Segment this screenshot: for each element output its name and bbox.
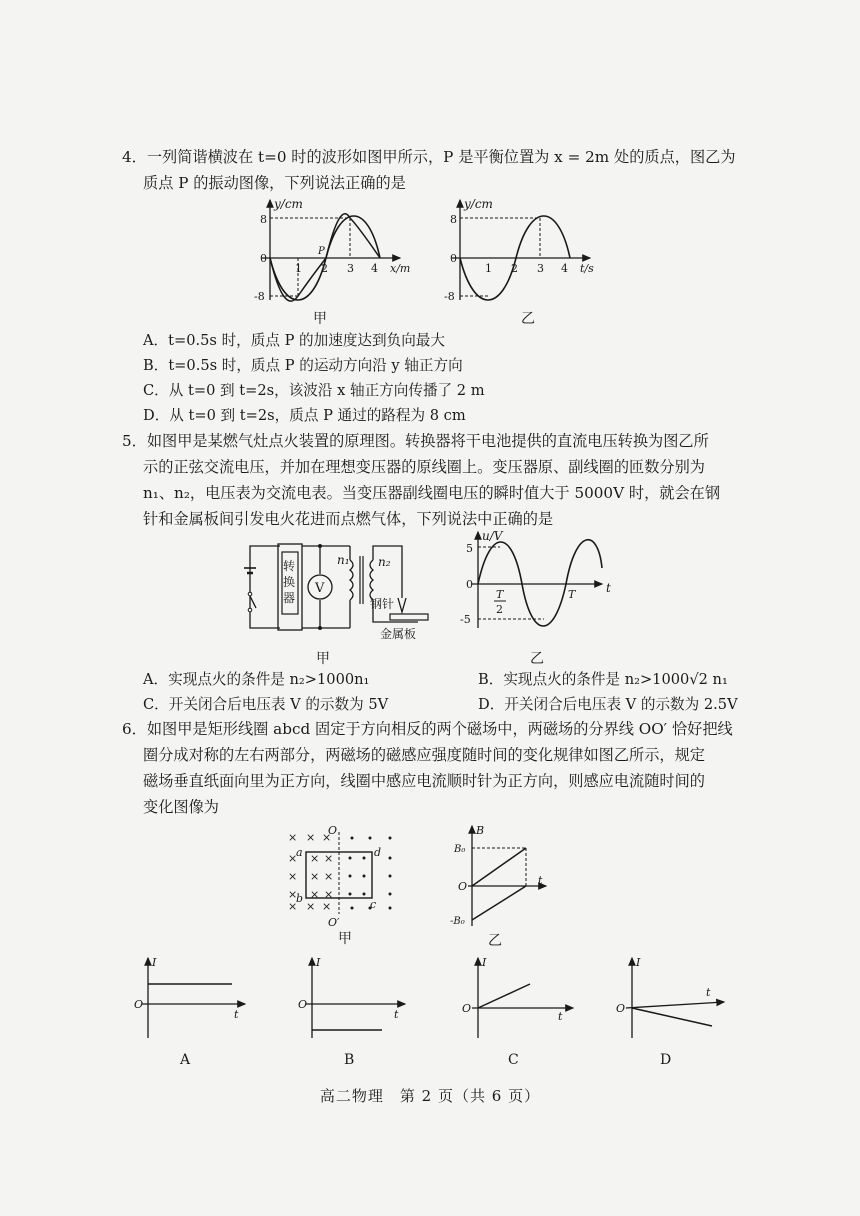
q5-circuit-diagram <box>240 538 440 648</box>
q6-O-top: O <box>328 824 338 837</box>
q5-yi-tlabel: t <box>606 581 611 595</box>
q4-jia-xtick-4: 4 <box>371 262 378 275</box>
q4-yi-ymin: -8 <box>444 290 455 303</box>
q4-jia-xtick-3: 3 <box>347 262 354 275</box>
q4-yi-ttick-2: 2 <box>511 262 518 275</box>
svg-text:t: t <box>558 1010 563 1023</box>
q6-yi-caption: 乙 <box>488 933 502 949</box>
svg-text:I: I <box>152 956 157 969</box>
q5-option-b-sqrt: √2 <box>689 671 708 688</box>
svg-text:I: I <box>316 956 321 969</box>
q5-yi-ymin: -5 <box>460 613 471 626</box>
q6-d: d <box>374 846 382 859</box>
q5-option-b: B．实现点火的条件是 n₂>1000√2 n₁ <box>478 671 728 688</box>
q5-converter-label-1: 转 <box>283 559 296 573</box>
q4-jia-xtick-2: 2 <box>321 262 328 275</box>
svg-text:O: O <box>298 998 308 1011</box>
q6-stem-line1: 6．如图甲是矩形线圈 abcd 固定于方向相反的两个磁场中，两磁场的分界线 OO′ 恰好把线 <box>122 720 733 738</box>
q4-jia-point-p: P <box>318 246 325 257</box>
svg-text:×: × <box>288 852 298 865</box>
q4-yi-tlabel: t/s <box>580 262 594 275</box>
svg-text:×: × <box>322 831 332 844</box>
q5-stem-line3: n₁、n₂，电压表为交流电表。当变压器副线圈电压的瞬时值大于 5000V 时，就会在钢 <box>143 484 721 502</box>
q4-vibration-graph <box>430 196 610 316</box>
svg-text:×: × <box>288 870 298 883</box>
q4-jia-ymin: -8 <box>254 290 265 303</box>
svg-text:×: × <box>322 900 332 913</box>
q5-yi-ylabel: u/V <box>482 529 503 543</box>
q6-yi-B0: B₀ <box>454 844 466 855</box>
q4-option-b: B．t=0.5s 时，质点 P 的运动方向沿 y 轴正方向 <box>143 357 463 374</box>
q4-stem-line1: 4．一列简谐横波在 t=0 时的波形如图甲所示，P 是平衡位置为 x = 2m 处的质点，图乙为 <box>122 148 736 166</box>
q5-yi-origin: 0 <box>466 578 473 591</box>
svg-text:t: t <box>234 1008 239 1021</box>
q5-yi-halfT-den: 2 <box>496 603 503 616</box>
q6-answer-b-label: B <box>344 1052 355 1068</box>
q6-crosses <box>288 831 333 913</box>
q4-option-d: D．从 t=0 到 t=2s，质点 P 通过的路程为 8 cm <box>143 407 466 424</box>
q6-answer-d-graph <box>612 952 732 1042</box>
svg-text:t: t <box>706 986 711 999</box>
q4-stem-line2: 质点 P 的振动图像，下列说法正确的是 <box>143 174 406 192</box>
svg-text:×: × <box>324 870 334 883</box>
q4-yi-ymax: 8 <box>450 213 457 226</box>
q4-option-c: C．从 t=0 到 t=2s，该波沿 x 轴正方向传播了 2 m <box>143 382 485 399</box>
q5-needle-label: 钢针 <box>370 597 395 611</box>
svg-text:×: × <box>324 888 334 901</box>
q5-yi-caption: 乙 <box>530 651 544 667</box>
q4-yi-ttick-4: 4 <box>561 262 568 275</box>
q5-stem-line4: 针和金属板间引发电火花进而点燃气体，下列说法中正确的是 <box>143 510 554 528</box>
q5-option-c: C．开关闭合后电压表 V 的示数为 5V <box>143 696 389 713</box>
q6-c: c <box>370 898 377 911</box>
q6-answer-d-label: D <box>660 1052 672 1068</box>
q6-O-bottom: O′ <box>328 916 340 929</box>
q6-coil-diagram <box>284 822 414 932</box>
q6-answer-a-graph <box>130 952 250 1042</box>
q4-option-a: A．t=0.5s 时，质点 P 的加速度达到负向最大 <box>143 332 445 349</box>
q5-jia-caption: 甲 <box>316 651 330 667</box>
q6-jia-caption: 甲 <box>338 931 352 947</box>
q5-plate-label: 金属板 <box>380 627 417 641</box>
q5-n2-label: n₂ <box>378 555 391 569</box>
svg-text:×: × <box>288 900 298 913</box>
q4-wave-graph <box>240 196 420 316</box>
q6-field-graph <box>450 822 560 932</box>
svg-text:×: × <box>306 900 316 913</box>
q5-stem-line1: 5．如图甲是某燃气灶点火装置的原理图。转换器将干电池提供的直流电压转换为图乙所 <box>122 432 709 450</box>
q4-yi-caption: 乙 <box>521 311 535 327</box>
q4-jia-xtick-1: 1 <box>295 262 302 275</box>
q5-n1-label: n₁ <box>337 553 350 567</box>
q5-voltage-graph <box>452 528 622 638</box>
q4-yi-ttick-3: 3 <box>537 262 544 275</box>
svg-text:I: I <box>482 956 487 969</box>
svg-text:O: O <box>616 1002 626 1015</box>
q6-answer-c-graph <box>458 952 578 1042</box>
q6-answer-a-label: A <box>180 1052 191 1068</box>
svg-text:×: × <box>306 831 316 844</box>
q6-stem-line2: 圈分成对称的左右两部分，两磁场的磁感应强度随时间的变化规律如图乙所示，规定 <box>143 746 705 764</box>
q4-jia-caption: 甲 <box>313 311 327 327</box>
q4-jia-origin: 0 <box>260 252 267 265</box>
q6-b: b <box>296 892 304 905</box>
q6-answer-b-graph <box>290 952 410 1042</box>
page-footer: 高二物理 第 2 页（共 6 页） <box>319 1087 541 1105</box>
q4-jia-xlabel: x/m <box>390 262 411 275</box>
q5-option-a: A．实现点火的条件是 n₂>1000n₁ <box>143 671 370 688</box>
q6-yi-origin: O <box>458 880 468 893</box>
q6-answer-c-label: C <box>508 1052 519 1068</box>
svg-text:t: t <box>394 1008 399 1021</box>
svg-text:×: × <box>324 852 334 865</box>
svg-text:O: O <box>462 1002 472 1015</box>
q4-yi-origin: 0 <box>450 252 457 265</box>
q5-voltmeter-label: V <box>315 581 325 596</box>
q5-converter-label-3: 器 <box>283 591 296 605</box>
q6-yi-t: t <box>538 874 543 887</box>
q4-yi-ttick-1: 1 <box>485 262 492 275</box>
svg-text:×: × <box>310 852 320 865</box>
q6-yi-negB0: -B₀ <box>450 916 465 927</box>
svg-text:×: × <box>310 888 320 901</box>
svg-text:×: × <box>288 888 298 901</box>
svg-text:I: I <box>636 956 641 969</box>
q6-a: a <box>296 846 303 859</box>
q5-converter-label-2: 换 <box>283 575 296 589</box>
svg-text:×: × <box>288 831 298 844</box>
q4-yi-ylabel: y/cm <box>464 197 493 211</box>
q5-yi-halfT-num: T <box>496 588 504 601</box>
q6-yi-B: B <box>476 824 485 837</box>
q4-jia-ylabel: y/cm <box>274 197 303 211</box>
q4-jia-ymax: 8 <box>260 213 267 226</box>
svg-text:O: O <box>134 998 144 1011</box>
q5-stem-line2: 示的正弦交流电压，并加在理想变压器的原线圈上。变压器原、副线圈的匝数分别为 <box>143 458 705 476</box>
q6-stem-line3: 磁场垂直纸面向里为正方向，线圈中感应电流顺时针为正方向，则感应电流随时间的 <box>143 772 705 790</box>
q5-yi-ymax: 5 <box>466 542 473 555</box>
q5-yi-T: T <box>568 588 576 601</box>
svg-text:×: × <box>310 870 320 883</box>
q5-option-d: D．开关闭合后电压表 V 的示数为 2.5V <box>478 696 738 713</box>
q6-stem-line4: 变化图像为 <box>143 798 219 816</box>
